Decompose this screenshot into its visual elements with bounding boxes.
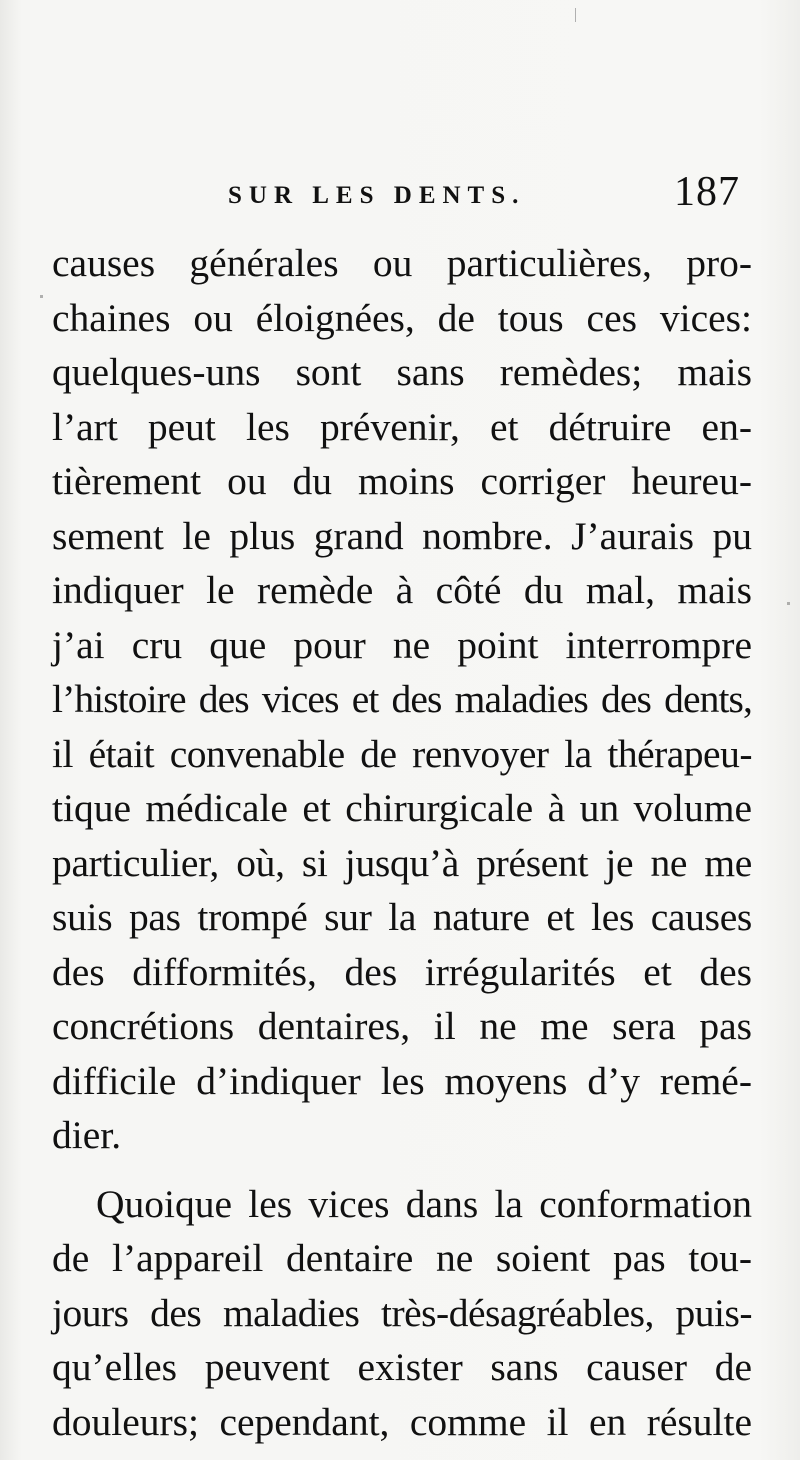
running-head: SUR LES DENTS. [228, 182, 526, 209]
text-line: de l’appareil dentaire ne soient pas tou- [52, 1236, 752, 1280]
body-text [52, 236, 752, 1449]
text-line: j’ai cru que pour ne point interrompre [52, 622, 752, 667]
text-line: sement le plus grand nombre. J’aurais pu [52, 513, 752, 558]
text-line: particulier, où, si jusqu’à présent je ne me [52, 840, 752, 885]
text-line: suis pas trompé sur la nature et les causes [52, 895, 752, 939]
page-smudge [40, 295, 43, 298]
text-line: quelques-uns sont sans remèdes; mais [52, 350, 752, 394]
page-smudge [575, 8, 576, 22]
text-line: jours des maladies très-désagréables, puis- [52, 1290, 752, 1335]
text-line: tièrement ou du moins corriger heureu- [52, 459, 752, 503]
paragraph-2 [52, 1177, 752, 1450]
paragraph-gap [52, 1163, 752, 1177]
text-line: l’art peut les prévenir, et détruire en- [52, 404, 752, 449]
text-line: dier. [52, 1113, 122, 1157]
text-line: difficile d’indiquer les moyens d’y remé- [52, 1058, 752, 1103]
text-line: qu’elles peuvent exister sans causer de [52, 1345, 752, 1389]
page-smudge [787, 602, 790, 605]
paragraph-1 [52, 236, 752, 1163]
text-line: Quoique les vices dans la conformation [96, 1181, 752, 1226]
page-number: 187 [674, 169, 740, 215]
text-line: causes générales ou particulières, pro- [52, 241, 752, 285]
text-line: chaines ou éloignées, de tous ces vices: [52, 295, 752, 340]
text-line: douleurs; cependant, comme il en résulte [52, 1399, 752, 1444]
text-line: l’histoire des vices et des maladies des dents, [52, 677, 752, 721]
text-line: des difformités, des irrégularités et des [52, 949, 752, 994]
text-line: tique médicale et chirurgicale à un volume [52, 786, 752, 830]
text-line: il était convenable de renvoyer la thérapeu- [52, 731, 752, 776]
text-line: concrétions dentaires, il ne me sera pas [52, 1004, 752, 1048]
text-line: indiquer le remède à côté du mal, mais [52, 568, 752, 612]
